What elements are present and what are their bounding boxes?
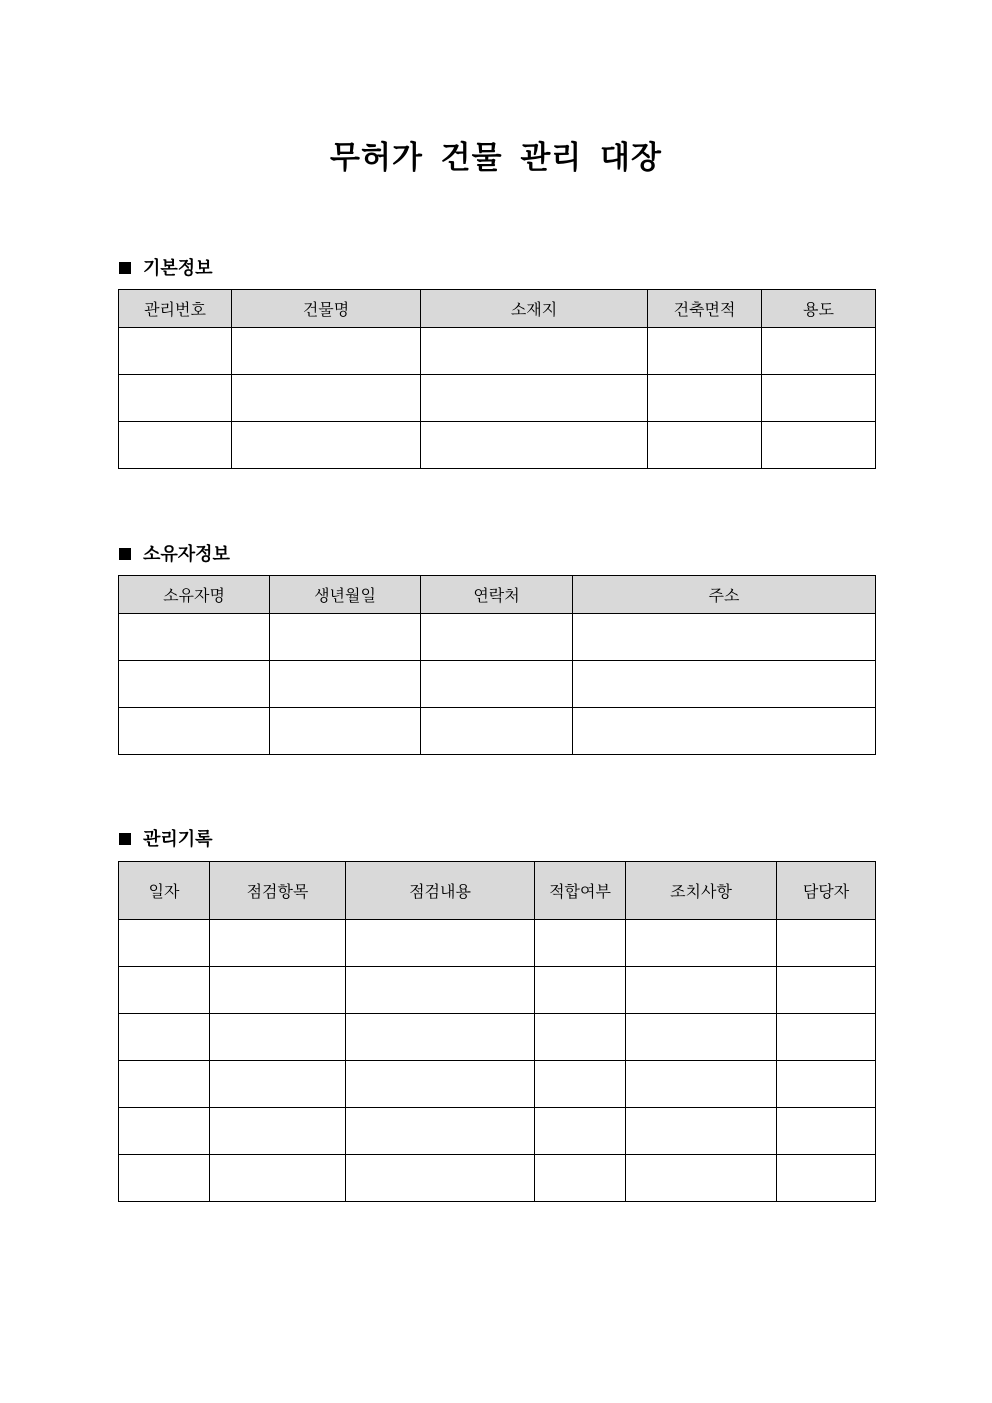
input-cell[interactable] xyxy=(626,1061,777,1108)
input-cell[interactable] xyxy=(119,967,210,1014)
input-cell[interactable] xyxy=(346,1014,535,1061)
input-cell[interactable] xyxy=(777,967,876,1014)
management-record-table xyxy=(118,861,876,1202)
input-cell[interactable] xyxy=(119,1155,210,1202)
input-cell[interactable] xyxy=(573,708,876,755)
input-cell[interactable] xyxy=(232,422,421,469)
input-cell[interactable] xyxy=(232,375,421,422)
black-square-icon xyxy=(119,833,131,845)
input-cell[interactable] xyxy=(346,1155,535,1202)
input-cell[interactable] xyxy=(421,328,648,375)
header-cell: 주소 xyxy=(573,576,876,614)
header-cell: 조치사항 xyxy=(626,862,777,920)
input-cell[interactable] xyxy=(421,661,573,708)
section-heading-label: 관리기록 xyxy=(143,829,213,850)
table-row xyxy=(119,1155,876,1202)
input-cell[interactable] xyxy=(119,422,232,469)
input-cell[interactable] xyxy=(626,1155,777,1202)
input-cell[interactable] xyxy=(573,614,876,661)
input-cell[interactable] xyxy=(119,708,270,755)
input-cell[interactable] xyxy=(270,661,421,708)
table-header-row xyxy=(119,576,876,614)
table-row xyxy=(119,920,876,967)
header-cell: 담당자 xyxy=(777,862,876,920)
input-cell[interactable] xyxy=(210,967,346,1014)
input-cell[interactable] xyxy=(648,422,762,469)
input-cell[interactable] xyxy=(119,328,232,375)
header-cell: 소재지 xyxy=(421,290,648,328)
input-cell[interactable] xyxy=(119,375,232,422)
table-row xyxy=(119,1014,876,1061)
input-cell[interactable] xyxy=(421,614,573,661)
header-cell: 용도 xyxy=(762,290,876,328)
input-cell[interactable] xyxy=(777,1155,876,1202)
header-cell: 적합여부 xyxy=(535,862,626,920)
owner-info-table xyxy=(118,575,876,755)
input-cell[interactable] xyxy=(535,1108,626,1155)
input-cell[interactable] xyxy=(535,967,626,1014)
header-cell: 연락처 xyxy=(421,576,573,614)
header-cell: 점검항목 xyxy=(210,862,346,920)
input-cell[interactable] xyxy=(210,1014,346,1061)
input-cell[interactable] xyxy=(210,920,346,967)
header-cell: 건축면적 xyxy=(648,290,762,328)
input-cell[interactable] xyxy=(573,661,876,708)
section-heading-owner-info xyxy=(119,540,230,566)
input-cell[interactable] xyxy=(346,920,535,967)
input-cell[interactable] xyxy=(535,1155,626,1202)
table-row xyxy=(119,708,876,755)
input-cell[interactable] xyxy=(270,708,421,755)
input-cell[interactable] xyxy=(648,375,762,422)
header-cell: 일자 xyxy=(119,862,210,920)
input-cell[interactable] xyxy=(119,1108,210,1155)
table-row xyxy=(119,614,876,661)
input-cell[interactable] xyxy=(535,920,626,967)
section-heading-label: 소유자정보 xyxy=(143,544,230,565)
table-row xyxy=(119,328,876,375)
header-cell: 건물명 xyxy=(232,290,421,328)
input-cell[interactable] xyxy=(119,614,270,661)
input-cell[interactable] xyxy=(626,1108,777,1155)
table-header-row xyxy=(119,862,876,920)
input-cell[interactable] xyxy=(626,967,777,1014)
table-row xyxy=(119,967,876,1014)
document-title: 무허가 건물 관리 대장 xyxy=(330,140,662,176)
table-row xyxy=(119,1061,876,1108)
input-cell[interactable] xyxy=(762,375,876,422)
table-row xyxy=(119,375,876,422)
input-cell[interactable] xyxy=(626,1014,777,1061)
input-cell[interactable] xyxy=(119,661,270,708)
input-cell[interactable] xyxy=(346,1061,535,1108)
input-cell[interactable] xyxy=(777,1061,876,1108)
input-cell[interactable] xyxy=(762,422,876,469)
input-cell[interactable] xyxy=(346,1108,535,1155)
input-cell[interactable] xyxy=(777,1108,876,1155)
input-cell[interactable] xyxy=(777,1014,876,1061)
input-cell[interactable] xyxy=(626,920,777,967)
header-cell: 소유자명 xyxy=(119,576,270,614)
basic-info-table xyxy=(118,289,876,469)
input-cell[interactable] xyxy=(210,1108,346,1155)
table-row xyxy=(119,661,876,708)
input-cell[interactable] xyxy=(119,1061,210,1108)
section-heading-basic-info xyxy=(119,254,213,280)
table-row xyxy=(119,422,876,469)
header-cell: 점검내용 xyxy=(346,862,535,920)
input-cell[interactable] xyxy=(210,1061,346,1108)
black-square-icon xyxy=(119,548,131,560)
input-cell[interactable] xyxy=(421,422,648,469)
header-cell: 관리번호 xyxy=(119,290,232,328)
input-cell[interactable] xyxy=(270,614,421,661)
input-cell[interactable] xyxy=(421,375,648,422)
input-cell[interactable] xyxy=(119,920,210,967)
section-heading-label: 기본정보 xyxy=(143,258,213,279)
input-cell[interactable] xyxy=(648,328,762,375)
input-cell[interactable] xyxy=(346,967,535,1014)
section-heading-management-record xyxy=(119,825,213,851)
input-cell[interactable] xyxy=(762,328,876,375)
header-cell: 생년월일 xyxy=(270,576,421,614)
input-cell[interactable] xyxy=(210,1155,346,1202)
input-cell[interactable] xyxy=(232,328,421,375)
black-square-icon xyxy=(119,262,131,274)
input-cell[interactable] xyxy=(777,920,876,967)
table-header-row xyxy=(119,290,876,328)
input-cell[interactable] xyxy=(535,1061,626,1108)
input-cell[interactable] xyxy=(535,1014,626,1061)
input-cell[interactable] xyxy=(119,1014,210,1061)
input-cell[interactable] xyxy=(421,708,573,755)
table-row xyxy=(119,1108,876,1155)
